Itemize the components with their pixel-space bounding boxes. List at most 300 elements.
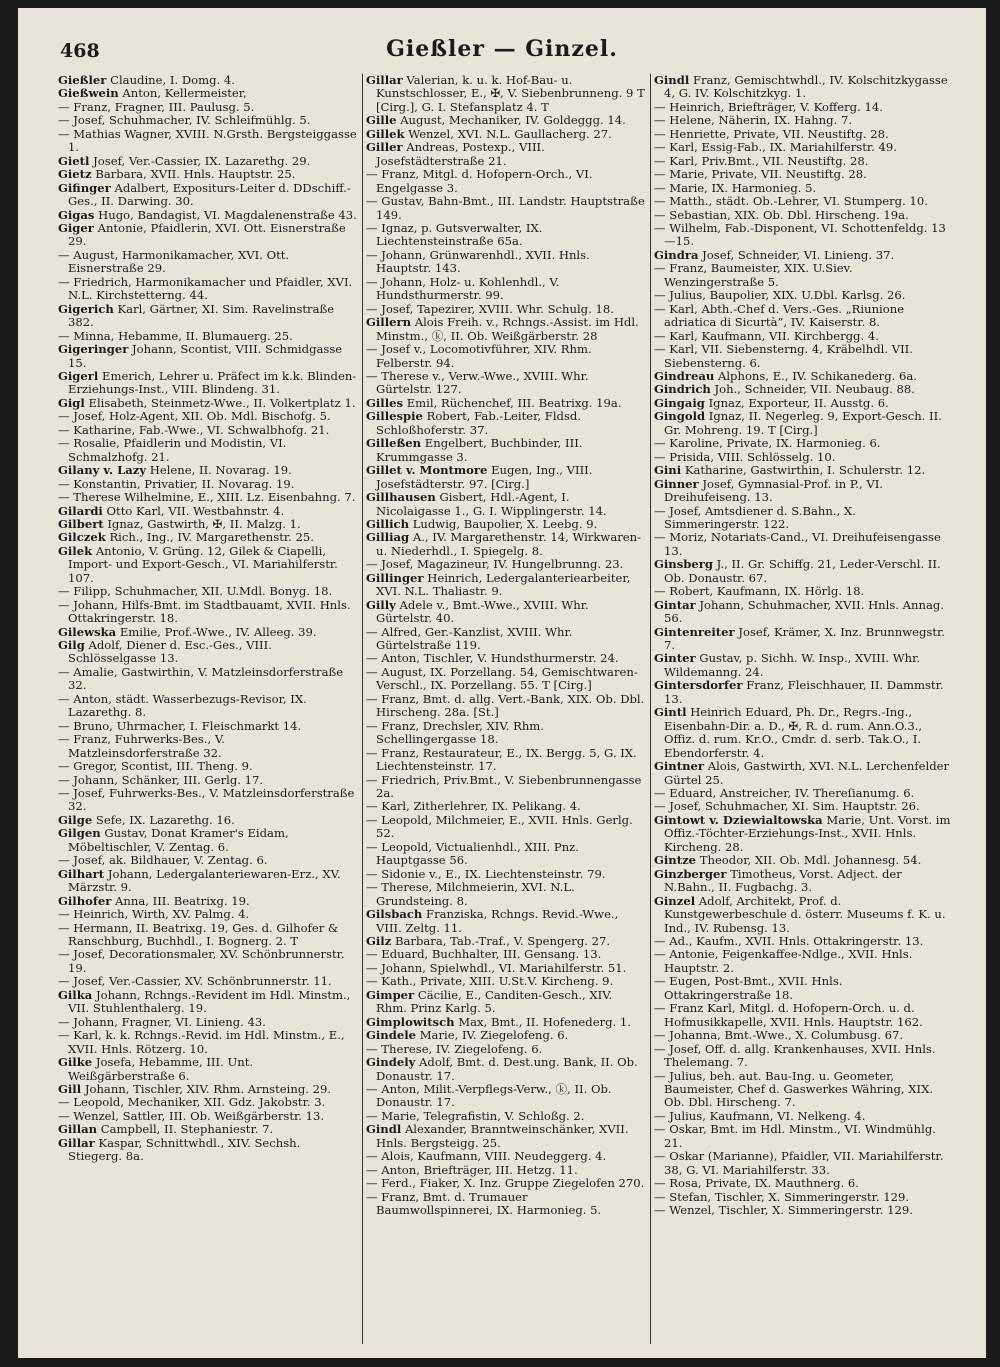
entry-text: — Gustav, Bahn-Bmt., III. Landstr. Hauptstraße 149. bbox=[366, 194, 645, 222]
entry-text: — Johann, Schänker, III. Gerlg. 17. bbox=[58, 772, 264, 787]
entry-text: Johann, Schuhmacher, XVII. Hnls. Annag. 56. bbox=[664, 597, 945, 626]
entry-text: — Johann, Spielwhdl., VI. Mariahilferstr. 51. bbox=[366, 960, 627, 975]
directory-entry bbox=[58, 87, 358, 100]
directory-entry bbox=[58, 330, 358, 343]
directory-entry bbox=[366, 518, 646, 531]
entry-text: — Josef, Fuhrwerks-Bes., V. Matzleinsdorferstraße 32. bbox=[58, 786, 355, 814]
directory-entry bbox=[654, 410, 952, 437]
entry-surname: Ginter bbox=[654, 651, 696, 666]
entry-text: Katharine, Gastwirthin, I. Schulerstr. 12. bbox=[684, 463, 926, 478]
directory-entry bbox=[366, 410, 646, 437]
directory-entry bbox=[58, 222, 358, 249]
directory-entry bbox=[654, 383, 952, 396]
directory-entry bbox=[58, 599, 358, 626]
directory-entry bbox=[654, 868, 952, 895]
entry-surname: Gillar bbox=[58, 1135, 95, 1150]
entry-surname: Gindl bbox=[654, 74, 690, 87]
directory-entry bbox=[654, 222, 952, 249]
entry-surname: Gindreau bbox=[654, 368, 715, 383]
entry-text: — Josef, Tapezirer, XVIII. Whr. Schulg. 18. bbox=[366, 301, 614, 316]
directory-entry bbox=[58, 760, 358, 773]
entry-surname: Gillern bbox=[366, 315, 412, 330]
entry-surname: Gindra bbox=[654, 247, 699, 262]
directory-entry bbox=[366, 1029, 646, 1042]
entry-text: Barbara, XVII. Hnls. Hauptstr. 25. bbox=[95, 167, 296, 182]
entry-text: — Eduard, Buchhalter, III. Gensang. 13. bbox=[366, 947, 602, 962]
entry-text: Johann, Scontist, VIII. Schmidgasse 15. bbox=[68, 342, 343, 370]
entry-text: Cäcilie, E., Canditen-Gesch., XIV. Rhm. Prinz Karlg. 5. bbox=[376, 987, 613, 1016]
directory-entry bbox=[366, 800, 646, 813]
entry-text: Hugo, Bandagist, VI. Magdalenenstraße 43. bbox=[98, 207, 357, 222]
entry-surname: Gillespie bbox=[366, 409, 423, 424]
entry-text: — Matth., städt. Ob.-Lehrer, VI. Stumperg. 10. bbox=[654, 194, 928, 209]
entry-text: Gustav, Donat Kramer's Eidam, Möbeltischler, V. Zentag. 6. bbox=[68, 826, 289, 854]
directory-entry bbox=[654, 289, 952, 302]
entry-text: — Moriz, Notariats-Cand., VI. Dreihufeisengasse 13. bbox=[654, 530, 941, 558]
directory-entry bbox=[58, 397, 358, 410]
entry-text: — Filipp, Schuhmacher, XII. U.Mdl. Bonyg. 18. bbox=[58, 584, 333, 599]
entry-text: Barbara, Tab.-Traf., V. Spengerg. 27. bbox=[394, 934, 611, 948]
directory-entry bbox=[58, 975, 358, 988]
entry-text: — Karl, VII. Siebensterng. 4, Kräbelhdl. VII. Siebensterng. 6. bbox=[654, 342, 913, 370]
directory-entry bbox=[366, 370, 646, 397]
entry-text: Alois, Gastwirth, XVI. N.L. Lerchenfelder Gürtel 25. bbox=[664, 759, 950, 787]
entry-surname: Ginzel bbox=[654, 893, 696, 908]
entry-surname: Gillhausen bbox=[366, 490, 436, 505]
column-divider bbox=[650, 74, 651, 1344]
directory-entry bbox=[58, 922, 358, 949]
entry-text: — Amalie, Gastwirthin, V. Matzleinsdorferstraße 32. bbox=[58, 664, 344, 693]
entry-text: — Karoline, Private, IX. Harmonieg. 6. bbox=[654, 436, 881, 451]
directory-entry bbox=[58, 155, 358, 168]
entry-surname: Gintenreiter bbox=[654, 624, 735, 639]
entry-text: Anna, III. Beatrixg. 19. bbox=[115, 893, 250, 908]
entry-text: Josef, Ver.-Cassier, IX. Lazarethg. 29. bbox=[93, 153, 311, 168]
directory-entry bbox=[654, 760, 952, 787]
entry-text: Wenzel, XVI. N.L. Gaullacherg. 27. bbox=[408, 126, 612, 141]
entry-text: — Eugen, Post-Bmt., XVII. Hnls. Ottakringerstraße 18. bbox=[654, 974, 843, 1002]
entry-surname: Gießler bbox=[58, 74, 107, 87]
directory-entry bbox=[366, 276, 646, 303]
entry-text: — Ad., Kaufm., XVII. Hnls. Ottakringerstr. 13. bbox=[654, 934, 924, 948]
entry-text: — Oskar, Bmt. im Hdl. Minstm., VI. Windmühlg. 21. bbox=[654, 1122, 936, 1150]
entry-text: A., IV. Margarethenstr. 14, Wirkwaren- u. Niederhdl., I. Spiegelg. 8. bbox=[376, 530, 642, 558]
entry-surname: Gilczek bbox=[58, 530, 106, 545]
entry-surname: Gigerich bbox=[58, 301, 114, 316]
entry-text: — Sidonie v., E., IX. Liechtensteinstr. 79. bbox=[366, 866, 606, 881]
directory-entry bbox=[366, 720, 646, 747]
directory-entry bbox=[58, 1137, 358, 1164]
directory-entry bbox=[366, 195, 646, 222]
entry-text: Karl, Gärtner, XI. Sim. Ravelinstraße 382. bbox=[68, 301, 335, 330]
entry-text: — Therese v., Verw.-Wwe., XVIII. Whr. Gürtelstr. 127. bbox=[366, 368, 589, 397]
entry-text: — Josef, Amtsdiener d. S.Bahn., X. Simmeringerstr. 122. bbox=[654, 503, 856, 531]
directory-entry bbox=[366, 1150, 646, 1163]
directory-entry bbox=[366, 1177, 646, 1190]
entry-text: Claudine, I. Domg. 4. bbox=[110, 74, 235, 87]
directory-entry bbox=[58, 209, 358, 222]
directory-entry bbox=[58, 437, 358, 464]
directory-entry bbox=[58, 276, 358, 303]
entry-text: Heinrich Eduard, Ph. Dr., Regrs.-Ing., Eisenbahn-Dir. a. D., ✠, R. d. rum. Ann.O.3., Offiz. d. rum. Kr.O., Cmdr. d. serb. Tak.O., I. Ebendorferstr. 4. bbox=[664, 705, 923, 760]
directory-entry bbox=[58, 128, 358, 155]
directory-entry bbox=[366, 316, 646, 343]
directory-entry bbox=[654, 451, 952, 464]
directory-entry bbox=[654, 854, 952, 867]
directory-entry bbox=[366, 975, 646, 988]
directory-entry bbox=[58, 168, 358, 181]
running-head: Gießler — Ginzel. bbox=[386, 36, 618, 62]
entry-text: — Alois, Kaufmann, VIII. Neudeggerg. 4. bbox=[366, 1149, 607, 1164]
entry-text: Engelbert, Buchbinder, III. Krummgasse 3. bbox=[376, 436, 583, 464]
entry-text: — Anton, Briefträger, III. Hetzg. 11. bbox=[366, 1162, 578, 1177]
entry-surname: Gilardi bbox=[58, 503, 103, 518]
entry-surname: Gingaig bbox=[654, 395, 705, 410]
entry-text: Campbell, II. Stephaniestr. 7. bbox=[100, 1122, 274, 1137]
directory-entry bbox=[654, 370, 952, 383]
directory-entry bbox=[58, 1123, 358, 1136]
directory-entry bbox=[366, 74, 646, 114]
directory-entry bbox=[366, 935, 646, 948]
directory-entry bbox=[58, 989, 358, 1016]
entry-text: — Franz, Restaurateur, E., IX. Bergg. 5, G. IX. Liechtensteinstr. 17. bbox=[366, 745, 637, 774]
entry-text: Johann, Ledergalanteriewaren-Erz., XV. Märzstr. 9. bbox=[68, 866, 341, 895]
directory-entry bbox=[654, 478, 952, 505]
directory-entry bbox=[58, 370, 358, 397]
entry-surname: Gilg bbox=[58, 638, 85, 653]
entry-text: — Hermann, II. Beatrixg. 19, Ges. d. Gilhofer & Ranschburg, Buchhdl., I. Bognerg. 2. T bbox=[58, 920, 339, 948]
column-divider bbox=[362, 74, 363, 1344]
entry-text: Antonie, Pfaidlerin, XVI. Ott. Eisnerstraße 29. bbox=[68, 220, 346, 249]
entry-surname: Gillan bbox=[58, 1122, 98, 1137]
entry-surname: Gintowt v. Dziewialtowska bbox=[654, 812, 823, 827]
directory-entry bbox=[58, 626, 358, 639]
directory-entry bbox=[366, 948, 646, 961]
entry-text: — Franz, Drechsler, XIV. Rhm. Schellingergasse 18. bbox=[366, 718, 544, 747]
entry-text: — Alfred, Ger.-Kanzlist, XVIII. Whr. Gürtelstraße 119. bbox=[366, 624, 573, 653]
directory-entry bbox=[366, 1164, 646, 1177]
entry-text: — Anton, Tischler, V. Hundsthurmerstr. 24. bbox=[366, 651, 619, 666]
directory-entry bbox=[366, 1043, 646, 1056]
entry-text: — Antonie, Feigenkaffee-Ndlge., XVII. Hnls. Hauptstr. 2. bbox=[654, 947, 913, 975]
entry-text: Theodor, XII. Ob. Mdl. Johannesg. 54. bbox=[699, 853, 922, 868]
directory-entry bbox=[654, 74, 952, 101]
entry-text: — Bruno, Uhrmacher, I. Fleischmarkt 14. bbox=[58, 718, 302, 733]
entry-text: Josef, Schneider, VI. Linieng. 37. bbox=[702, 247, 895, 262]
entry-surname: Gilek bbox=[58, 543, 93, 558]
directory-entry bbox=[366, 222, 646, 249]
entry-text: Eugen, Ing., VIII. Josefstädterstr. 97. [Cirg.] bbox=[376, 463, 593, 491]
entry-text: Franziska, Rchngs. Revid.-Wwe., VIII. Zeltg. 11. bbox=[376, 907, 619, 935]
entry-text: — Gregor, Scontist, III. Theng. 9. bbox=[58, 759, 253, 774]
entry-text: — Minna, Hebamme, II. Blumauerg. 25. bbox=[58, 328, 293, 343]
entry-text: — Josef v., Locomotivführer, XIV. Rhm. Felberstr. 94. bbox=[366, 342, 592, 370]
directory-entry bbox=[58, 343, 358, 370]
directory-entry bbox=[654, 1204, 952, 1217]
directory-entry bbox=[654, 814, 952, 854]
entry-text: Rich., Ing., IV. Margarethenstr. 25. bbox=[109, 530, 314, 545]
directory-entry bbox=[366, 491, 646, 518]
entry-text: Sefe, IX. Lazarethg. 16. bbox=[95, 812, 235, 827]
directory-entry bbox=[58, 505, 358, 518]
directory-entry bbox=[366, 908, 646, 935]
directory-entry bbox=[58, 787, 358, 814]
entry-surname: Gintersdorfer bbox=[654, 678, 743, 693]
directory-entry bbox=[366, 599, 646, 626]
directory-entry bbox=[654, 101, 952, 114]
entry-text: — Anton, städt. Wasserbezugs-Revisor, IX. Lazarethg. 8. bbox=[58, 691, 307, 720]
entry-text: — Franz, Fragner, III. Paulusg. 5. bbox=[58, 99, 255, 114]
entry-surname: Gillar bbox=[366, 74, 403, 87]
entry-text: — Friedrich, Priv.Bmt., V. Siebenbrunnengasse 2a. bbox=[366, 772, 642, 801]
directory-entry bbox=[654, 303, 952, 330]
entry-text: Gisbert, Hdl.-Agent, I. Nicolaigasse 1., G. I. Wipplingerstr. 14. bbox=[376, 490, 607, 518]
directory-entry bbox=[58, 410, 358, 423]
entry-text: Adolf, Diener d. Esc.-Ges., VIII. Schlösselgasse 13. bbox=[68, 638, 272, 666]
directory-entry bbox=[58, 895, 358, 908]
entry-text: — Josef, Magazineur, IV. Hungelbrunng. 23. bbox=[366, 557, 624, 572]
directory-entry bbox=[366, 1110, 646, 1123]
entry-text: — Karl, k. k. Rchngs.-Revid. im Hdl. Minstm., E., XVII. Hnls. Rötzerg. 10. bbox=[58, 1028, 345, 1056]
entry-text: — Wenzel, Sattler, III. Ob. Weißgärberstr. 13. bbox=[58, 1108, 325, 1123]
entry-surname: Gimplowitsch bbox=[366, 1014, 455, 1029]
entry-text: — Anton, Milit.-Verpflegs-Verw., ⓚ, II. Ob. Donaustr. 17. bbox=[366, 1081, 612, 1110]
directory-entry bbox=[366, 128, 646, 141]
entry-text: J., II. Gr. Schiffg. 21, Leder-Verschl. II. Ob. Donaustr. 67. bbox=[664, 557, 941, 585]
entry-surname: Gigeringer bbox=[58, 342, 129, 357]
entry-surname: Gigas bbox=[58, 207, 95, 222]
entry-text: — Karl, Essig-Fab., IX. Mariahilferstr. 49. bbox=[654, 140, 897, 155]
directory-entry bbox=[58, 733, 358, 760]
entry-text: — Katharine, Fab.-Wwe., VI. Schwalbhofg. 21. bbox=[58, 422, 330, 437]
entry-surname: Gintar bbox=[654, 597, 696, 612]
directory-entry bbox=[58, 585, 358, 598]
entry-text: Adele v., Bmt.-Wwe., XVIII. Whr. Gürtelstr. 40. bbox=[376, 597, 589, 626]
entry-text: Ignaz, Gastwirth, ✠, II. Malzg. 1. bbox=[107, 516, 301, 531]
entry-surname: Gillich bbox=[366, 516, 410, 531]
entry-surname: Gintl bbox=[654, 705, 687, 720]
entry-surname: Gillet v. Montmore bbox=[366, 463, 488, 478]
directory-entry bbox=[366, 693, 646, 720]
entry-surname: Gingold bbox=[654, 409, 706, 424]
entry-text: — Marie, Private, VII. Neustiftg. 28. bbox=[654, 167, 867, 182]
column-3 bbox=[654, 74, 952, 1349]
entry-text: Adolf, Architekt, Prof. d. Kunstgewerbeschule d. österr. Museums f. K. u. Ind., IV. Rubensg. 13. bbox=[664, 893, 946, 935]
entry-text: Alphons, E., IV. Schikanederg. 6a. bbox=[717, 368, 917, 383]
directory-entry bbox=[58, 868, 358, 895]
directory-entry bbox=[366, 814, 646, 841]
entry-text: — Josef, Ver.-Cassier, XV. Schönbrunnerstr. 11. bbox=[58, 974, 332, 989]
column-2 bbox=[366, 74, 646, 1349]
entry-text: Alexander, Branntweinschänker, XVII. Hnls. Bergsteigg. 25. bbox=[376, 1122, 629, 1150]
entry-text: — Josef, Holz-Agent, XII. Ob. Mdl. Bischofg. 5. bbox=[58, 409, 331, 424]
entry-text: Kaspar, Schnittwhdl., XIV. Sechsh. Stiegerg. 8a. bbox=[68, 1135, 301, 1164]
entry-text: Franz, Fleischhauer, II. Dammstr. 13. bbox=[664, 678, 944, 706]
entry-text: Adolf, Bmt. d. Dest.ung. Bank, II. Ob. Donaustr. 17. bbox=[376, 1055, 638, 1083]
entry-text: Ignaz, Exporteur, II. Ausstg. 6. bbox=[708, 395, 889, 410]
entry-text: August, Mechaniker, IV. Goldeggg. 14. bbox=[400, 113, 626, 128]
entry-text: — Marie, Telegrafistin, V. Schloßg. 2. bbox=[366, 1108, 585, 1123]
entry-text: Josef, Gymnasial-Prof. in P., VI. Dreihufeiseng. 13. bbox=[664, 476, 883, 505]
entry-surname: Gini bbox=[654, 463, 682, 478]
entry-text: Antonio, V. Grüng. 12, Gilek & Ciapelli, Import- und Export-Gesch., VI. Mariahilferstr. 107. bbox=[68, 543, 338, 585]
entry-text: Anton, Kellermeister, bbox=[122, 86, 247, 101]
entry-text: Adalbert, Expositurs-Leiter d. DDschiff.-Ges., II. Darwing. 30. bbox=[68, 180, 351, 209]
page-number: 468 bbox=[60, 40, 100, 62]
directory-entry bbox=[58, 908, 358, 921]
entry-text: — Franz, Bmt. d. Trumauer Baumwollspinnerei, IX. Harmonieg. 5. bbox=[366, 1189, 602, 1218]
entry-text: Timotheus, Vorst. Adject. der N.Bahn., II. Fugbachg. 3. bbox=[664, 866, 902, 895]
entry-surname: Gindrich bbox=[654, 382, 711, 397]
entry-text: Ignaz, II. Negerleg. 9, Export-Gesch. II. Gr. Mohreng. 19. T [Cirg.] bbox=[664, 409, 942, 437]
entry-surname: Gindl bbox=[366, 1122, 402, 1137]
directory-entry bbox=[58, 531, 358, 544]
directory-entry bbox=[654, 558, 952, 585]
directory-entry bbox=[654, 895, 952, 935]
directory-entry bbox=[366, 881, 646, 908]
entry-surname: Gifinger bbox=[58, 180, 111, 195]
directory-entry bbox=[654, 1002, 952, 1029]
directory-entry bbox=[366, 114, 646, 127]
directory-entry bbox=[366, 666, 646, 693]
entry-text: — Franz, Baumeister, XIX. U.Siev. Wenzingerstraße 5. bbox=[654, 261, 853, 289]
directory-entry bbox=[58, 101, 358, 114]
entry-text: — Konstantin, Privatier, II. Novarag. 19. bbox=[58, 476, 295, 491]
entry-text: — Leopold, Milchmeier, E., XVII. Hnls. Gerlg. 52. bbox=[366, 812, 633, 841]
entry-surname: Gilly bbox=[366, 597, 396, 612]
directory-entry bbox=[366, 962, 646, 975]
entry-text: — Leopold, Victualienhdl., XIII. Pnz. Hauptgasse 56. bbox=[366, 839, 579, 868]
directory-entry bbox=[366, 868, 646, 881]
entry-text: Gustav, p. Sichh. W. Insp., XVIII. Whr. Wildemanng. 24. bbox=[664, 651, 921, 679]
entry-text: — Rosa, Private, IX. Mauthnerg. 6. bbox=[654, 1176, 859, 1191]
entry-surname: Gilliag bbox=[366, 530, 410, 545]
entry-text: Max, Bmt., II. Hofenederg. 1. bbox=[458, 1014, 631, 1029]
directory-entry bbox=[58, 1029, 358, 1056]
directory-entry bbox=[58, 424, 358, 437]
directory-entry bbox=[366, 141, 646, 168]
entry-text: — Helene, Näherin, IX. Hahng. 7. bbox=[654, 113, 853, 128]
entry-surname: Gietz bbox=[58, 167, 92, 182]
entry-text: Marie, IV. Ziegelofeng. 6. bbox=[419, 1028, 569, 1043]
entry-text: — Therese, Milchmeierin, XVI. N.L. Grundsteing. 8. bbox=[366, 880, 575, 908]
entry-text: — Heinrich, Wirth, XV. Palmg. 4. bbox=[58, 907, 250, 922]
directory-entry bbox=[58, 814, 358, 827]
entry-surname: Gintner bbox=[654, 759, 705, 774]
entry-text: — Josef, Schuhmacher, XI. Sim. Hauptstr. 26. bbox=[654, 799, 920, 814]
entry-text: — Prisida, VIII. Schlösselg. 10. bbox=[654, 449, 836, 464]
entry-text: — Karl, Priv.Bmt., VII. Neustiftg. 28. bbox=[654, 153, 869, 168]
entry-text: — Josef, Decorationsmaler, XV. Schönbrunnerstr. 19. bbox=[58, 947, 345, 975]
directory-entry bbox=[654, 1070, 952, 1110]
directory-entry bbox=[58, 774, 358, 787]
directory-entry bbox=[366, 1056, 646, 1083]
entry-text: Johann, Tischler, XIV. Rhm. Arnsteing. 29. bbox=[84, 1081, 332, 1096]
entry-surname: Gilleßen bbox=[366, 436, 422, 451]
entry-text: Emerich, Lehrer u. Präfect im k.k. Blinden-Erziehungs-Inst., VIII. Blindeng. 31. bbox=[68, 368, 357, 397]
directory-entry bbox=[58, 478, 358, 491]
entry-text: — Karl, Abth.-Chef d. Vers.-Ges. „Riunione adriatica di Sicurtà”, IV. Kaiserstr. 8. bbox=[654, 301, 905, 330]
entry-text: — Marie, IX. Harmonieg. 5. bbox=[654, 180, 817, 195]
directory-entry bbox=[654, 343, 952, 370]
entry-surname: Giller bbox=[366, 140, 403, 155]
entry-text: Valerian, k. u. k. Hof-Bau- u. Kunstschlosser, E., ✠, V. Siebenbrunneng. 9 T [Cirg.], G. I. Stefansplatz 4. T bbox=[376, 74, 645, 114]
directory-entry bbox=[58, 545, 358, 585]
entry-surname: Ginner bbox=[654, 476, 699, 491]
entry-text: — Therese Wilhelmine, E., XIII. Lz. Eisenbahng. 7. bbox=[58, 490, 356, 505]
entry-text: — Friedrich, Harmonikamacher und Pfaidler, XVI. N.L. Kirchstetterng. 44. bbox=[58, 274, 353, 303]
directory-entry bbox=[654, 128, 952, 141]
entry-surname: Gilles bbox=[366, 395, 404, 410]
directory-entry bbox=[654, 948, 952, 975]
entry-text: Heinrich, Ledergalanteriearbeiter, XVI. N.L. Thaliastr. 9. bbox=[376, 570, 631, 599]
directory-entry bbox=[654, 787, 952, 800]
entry-text: Alois Freih. v., Rchngs.-Assist. im Hdl. Minstm., ⓚ, II. Ob. Weißgärberstr. 28 bbox=[376, 315, 639, 343]
entry-text: — Heinrich, Briefträger, V. Kofferg. 14. bbox=[654, 99, 883, 114]
entry-text: — Julius, beh. aut. Bau-Ing. u. Geometer, Baumeister, Chef d. Gaswerkes Währing, XIX. Ob. Dbl. Hirscheng. 7. bbox=[654, 1068, 934, 1110]
directory-entry bbox=[58, 114, 358, 127]
entry-text: — Kath., Private, XIII. U.St.V. Kircheng. 9. bbox=[366, 974, 614, 989]
entry-text: — Johann, Fragner, VI. Linieng. 43. bbox=[58, 1014, 266, 1029]
entry-text: — Sebastian, XIX. Ob. Dbl. Hirscheng. 19a. bbox=[654, 207, 909, 222]
directory-entry bbox=[654, 155, 952, 168]
entry-surname: Gindele bbox=[366, 1028, 416, 1043]
directory-entry bbox=[58, 854, 358, 867]
entry-text: — Wenzel, Tischler, X. Simmeringerstr. 129. bbox=[654, 1203, 913, 1218]
entry-surname: Ginsberg bbox=[654, 557, 713, 572]
entry-text: — August, Harmonikamacher, XVI. Ott. Eisnerstraße 29. bbox=[58, 247, 290, 276]
directory-entry bbox=[366, 841, 646, 868]
entry-text: — Karl, Zitherlehrer, IX. Pelikang. 4. bbox=[366, 799, 581, 814]
directory-entry bbox=[366, 168, 646, 195]
directory-entry bbox=[366, 626, 646, 653]
entry-text: — Josef, ak. Bildhauer, V. Zentag. 6. bbox=[58, 853, 268, 868]
directory-entry bbox=[58, 491, 358, 504]
entry-surname: Giger bbox=[58, 220, 94, 235]
directory-entry bbox=[654, 505, 952, 532]
directory-entry bbox=[366, 572, 646, 599]
entry-text: Josefa, Hebamme, III. Unt. Weißgärberstraße 6. bbox=[68, 1055, 254, 1083]
directory-entry bbox=[654, 935, 952, 948]
entry-surname: Gindely bbox=[366, 1055, 416, 1070]
entry-surname: Gilbert bbox=[58, 516, 104, 531]
directory-entry bbox=[654, 141, 952, 154]
entry-text: — Oskar (Marianne), Pfaidler, VII. Mariahilferstr. 38, G. VI. Mariahilferstr. 33. bbox=[654, 1149, 944, 1177]
directory-entry bbox=[58, 948, 358, 975]
directory-entry bbox=[58, 720, 358, 733]
directory-entry bbox=[366, 652, 646, 665]
directory-entry bbox=[366, 437, 646, 464]
entry-text: Elisabeth, Steinmetz-Wwe., II. Volkertplatz 1. bbox=[88, 395, 356, 410]
directory-entry bbox=[58, 693, 358, 720]
entry-text: — Ignaz, p. Gutsverwalter, IX. Liechtensteinstraße 65a. bbox=[366, 220, 543, 249]
directory-entry bbox=[366, 774, 646, 801]
entry-surname: Gilhofer bbox=[58, 893, 112, 908]
directory-entry bbox=[654, 330, 952, 343]
directory-entry bbox=[654, 652, 952, 679]
entry-text: — Robert, Kaufmann, IX. Hörlg. 18. bbox=[654, 584, 865, 599]
entry-text: — Julius, Baupolier, XIX. U.Dbl. Karlsg. 26. bbox=[654, 288, 906, 303]
directory-entry bbox=[366, 531, 646, 558]
entry-text: — Franz Karl, Mitgl. d. Hofopern-Orch. u. d. Hofmusikkapelle, XVII. Hnls. Hauptstr. 162. bbox=[654, 1001, 923, 1029]
entry-text: — Josef, Off. d. allg. Krankenhauses, XVII. Hnls. Thelemang. 7. bbox=[654, 1041, 936, 1070]
directory-entry bbox=[654, 800, 952, 813]
entry-surname: Gillinger bbox=[366, 570, 424, 585]
entry-text: — Mathias Wagner, XVIII. N.Grsth. Bergsteiggasse 1. bbox=[58, 126, 357, 155]
entry-surname: Gintze bbox=[654, 853, 697, 868]
directory-entry bbox=[366, 1083, 646, 1110]
entry-surname: Gilhart bbox=[58, 866, 105, 881]
